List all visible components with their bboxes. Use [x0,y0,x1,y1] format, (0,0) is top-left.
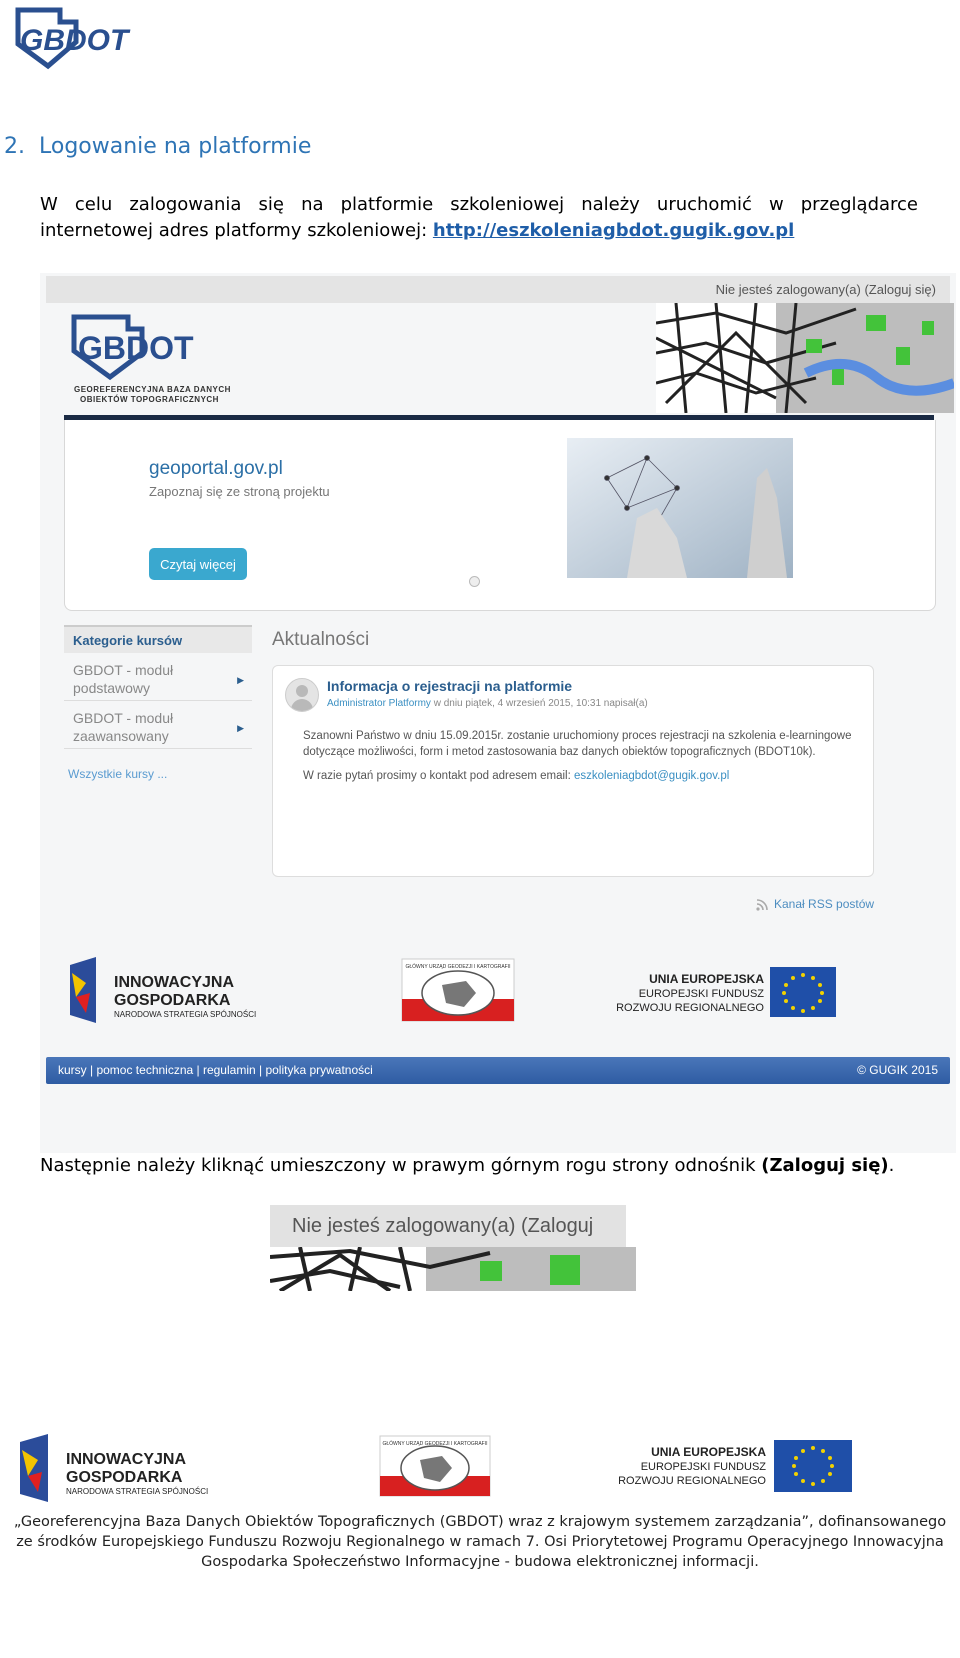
platform-screenshot [40,273,956,1153]
all-courses-link[interactable]: Wszystkie kursy ... [68,767,168,781]
platform-link[interactable]: http://eszkoleniagbdot.gugik.gov.pl [432,220,795,241]
svg-text:GŁÓWNY URZĄD GEODEZJI I KARTOG: GŁÓWNY URZĄD GEODEZJI I KARTOGRAFII [405,964,511,970]
category-item[interactable]: GBDOT - moduł zaawansowany ▶ [64,703,252,749]
footer-bar [46,1057,950,1084]
category-item[interactable]: GBDOT - moduł podstawowy ▶ [64,655,252,701]
footer-funding-text: „Georeferencyjna Baza Danych Obiektów Topograficznych (GBDOT) wraz z krajowym systemem zarządzania”, dofinansowanego ze środków Europejskiego Funduszu Rozwoju Regionalnego w ramach 7. Osi Priorytetowej Programu Operacyjnego Innowacyjna Gospodarka Społeczeństwo Informacyjne - budowa elektronicznej informacji. [13,1514,947,1570]
sponsor-logos [46,953,950,1033]
rss-link[interactable]: Kanał RSS postów [756,897,874,911]
network-hand-image [567,438,793,578]
svg-text:EUROPEJSKI FUNDUSZ: EUROPEJSKI FUNDUSZ [640,1461,766,1473]
site-logo [70,311,220,381]
zoomed-map [270,1247,636,1291]
login-instruction: Następnie należy kliknąć umieszczony w prawym górnym rogu strony odnośnik (Zaloguj się). [40,1155,895,1176]
svg-text:GOSPODARKA: GOSPODARKA [66,1469,183,1486]
svg-text:GOSPODARKA: GOSPODARKA [114,992,231,1009]
svg-text:GBDOT: GBDOT [20,24,129,57]
course-categories [64,625,252,783]
site-logo-subtitle: GEOREFERENCYJNA BAZA DANYCH OBIEKTÓW TOPOGRAFICZNYCH [74,385,231,404]
gbdot-logo [14,6,142,72]
slider-dot[interactable] [469,576,480,587]
section-title: Logowanie na platformie [39,134,312,159]
login-link[interactable]: Zaloguj się [868,282,932,297]
footer-links[interactable]: kursy | pomoc techniczna | regulamin | polityka prywatności [58,1063,373,1077]
svg-text:NARODOWA STRATEGIA SPÓJNOŚCI: NARODOWA STRATEGIA SPÓJNOŚCI [66,1487,209,1496]
svg-text:INNOWACYJNA: INNOWACYJNA [114,974,235,991]
arrow-right-icon: ▶ [237,675,244,685]
section-heading [4,134,311,159]
zoomed-login-status: Nie jesteś zalogowany(a) (Zaloguj [270,1205,626,1247]
avatar [285,678,319,712]
svg-text:INNOWACYJNA: INNOWACYJNA [66,1451,187,1468]
svg-text:NARODOWA STRATEGIA SPÓJNOŚCI: NARODOWA STRATEGIA SPÓJNOŚCI [114,1010,257,1019]
svg-text:EUROPEJSKI FUNDUSZ: EUROPEJSKI FUNDUSZ [638,988,764,1000]
svg-text:UNIA EUROPEJSKA: UNIA EUROPEJSKA [649,972,764,986]
post-meta: Administrator Platformy w dniu piątek, 4 wrzesień 2015, 10:31 napisał(a) [327,698,648,709]
svg-text:ROZWOJU REGIONALNEGO: ROZWOJU REGIONALNEGO [618,1475,766,1487]
map-graphic [656,303,954,413]
top-bar [46,276,950,303]
svg-text:UNIA EUROPEJSKA: UNIA EUROPEJSKA [651,1445,766,1459]
intro-paragraph: W celu zalogowania się na platformie szkoleniowej należy uruchomić w przeglądarce internetowej adres platformy szkoleniowej: http://eszkoleniagbdot.gugik.gov.pl [40,194,918,241]
post-author[interactable]: Administrator Platformy [327,698,431,709]
news-title: Aktualności [272,629,370,650]
login-link-zoom [270,1205,636,1291]
slider [64,420,936,611]
read-more-button[interactable]: Czytaj więcej [149,548,247,580]
svg-text:ROZWOJU REGIONALNEGO: ROZWOJU REGIONALNEGO [616,1002,764,1014]
post-title[interactable]: Informacja o rejestracji na platformie [327,678,573,694]
post-email-link[interactable]: eszkoleniagbdot@gugik.gov.pl [574,770,730,782]
svg-text:GBDOT: GBDOT [78,330,194,366]
post-body: Szanowni Państwo w dniu 15.09.2015r. zostanie uruchomiony proces rejestracji na szkolenia e-learningowe dotyczące możliwości, form i metod zastosowania baz danych obiektów topograficznych (BDOT10k). W razie pytań prosimy o kontakt pod adresem email: eszkoleniagbdot@gugik.gov.pl [303,730,852,782]
zoomed-login-link[interactable]: Zaloguj [527,1215,594,1237]
slide-subtitle: Zapoznaj się ze stroną projektu [149,484,330,499]
rss-icon [756,899,770,911]
news-post [272,665,874,877]
footer-copyright: © GUGIK 2015 [857,1063,938,1077]
categories-title: Kategorie kursów [64,625,252,653]
login-status: Nie jesteś zalogowany(a) (Zaloguj się) [715,282,936,297]
arrow-right-icon: ▶ [237,723,244,733]
bottom-sponsor-logos [10,1430,950,1510]
svg-text:GŁÓWNY URZĄD GEODEZJI I KARTOG: GŁÓWNY URZĄD GEODEZJI I KARTOGRAFII [382,1441,488,1447]
section-number: 2. [4,134,25,159]
slide-title: geoportal.gov.pl [149,458,283,479]
